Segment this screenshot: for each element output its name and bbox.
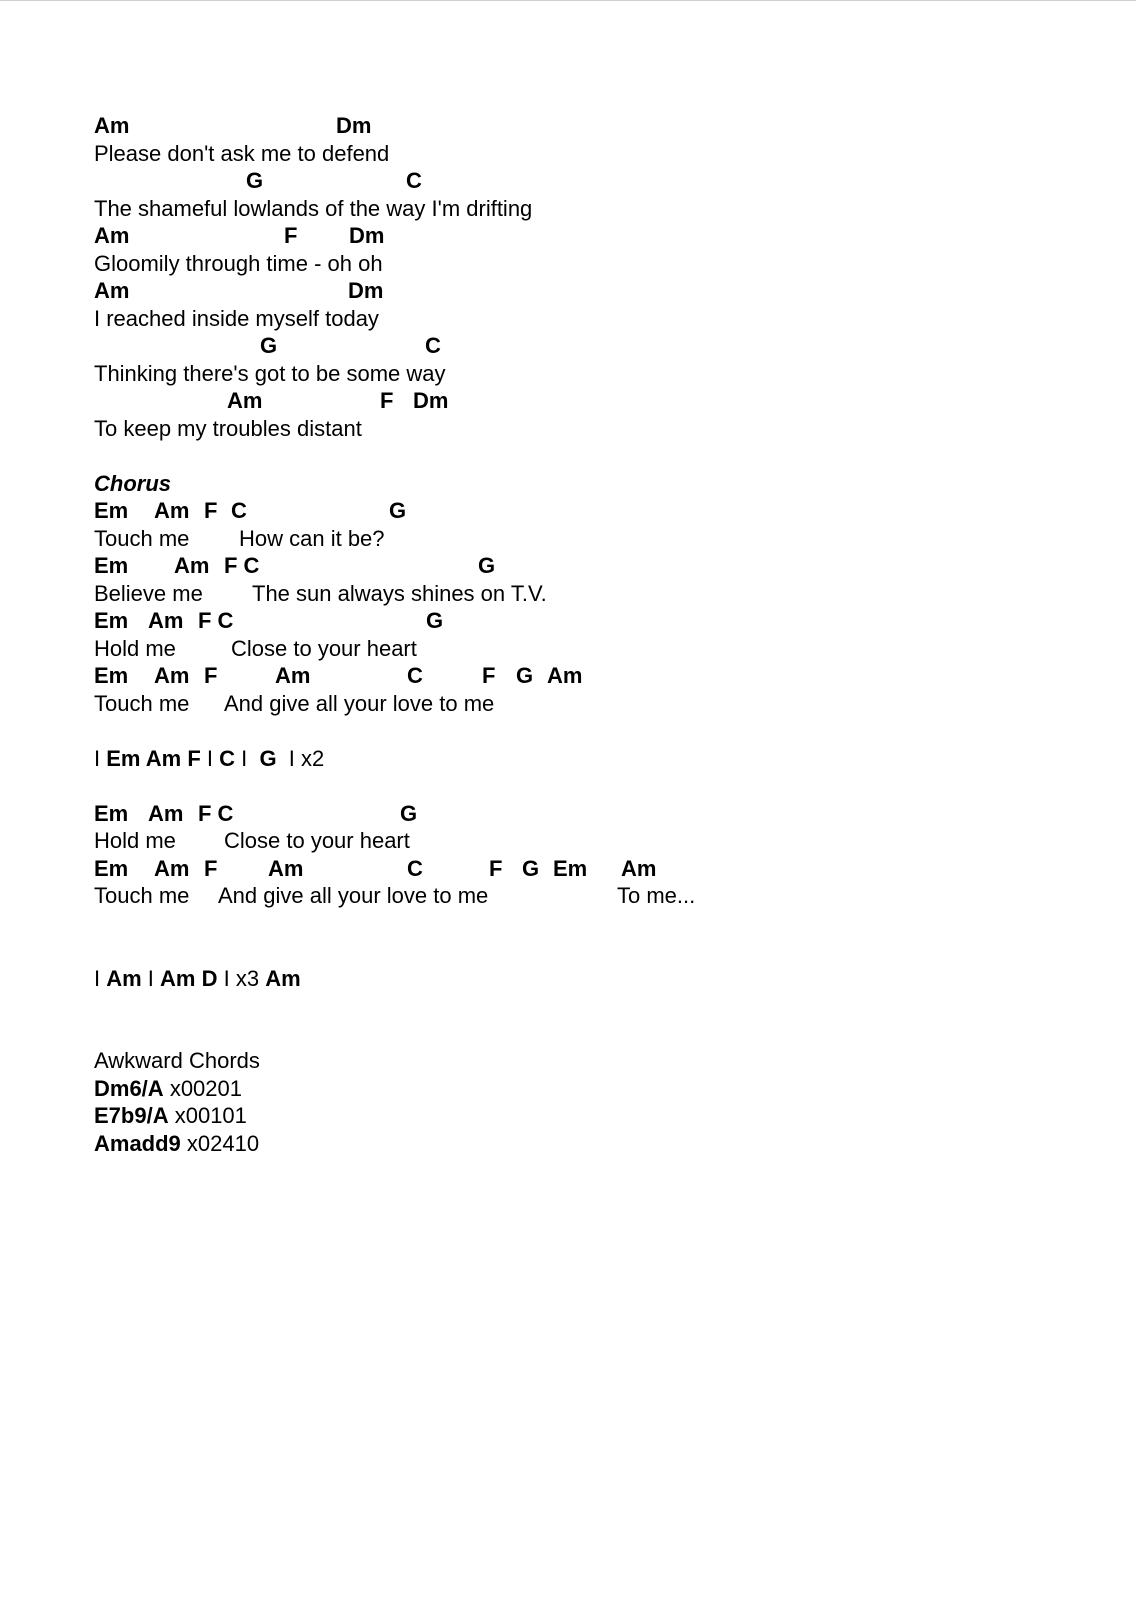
chorus-lyric-line-2 — [94, 580, 1094, 608]
repeat-count: x2 — [301, 745, 325, 771]
chord: Em — [94, 553, 129, 578]
lyric-text: I reached inside myself today — [94, 305, 379, 331]
bar-chords: C — [219, 745, 235, 771]
awkward-chords-title-row — [94, 1047, 1094, 1075]
spacer — [94, 442, 1094, 470]
lyric-text: The shameful lowlands of the way I'm drifting — [94, 195, 533, 221]
chord: Em — [94, 663, 129, 688]
lyric-text: Close to your heart — [231, 635, 417, 661]
chord-sheet — [94, 112, 1094, 1157]
final-chord: Am — [265, 965, 301, 991]
outro-chord-line-2 — [94, 855, 1094, 883]
chord: Am — [154, 663, 190, 688]
chord: Am — [94, 223, 130, 248]
verse-lyric-line-5 — [94, 360, 1094, 388]
chord: C — [425, 333, 441, 358]
chord: G — [400, 800, 418, 826]
outro-lyric-line-2 — [94, 882, 1094, 910]
awkward-chord-entry — [94, 1075, 242, 1103]
chord: F — [380, 388, 394, 413]
spacer — [94, 992, 1094, 1047]
awkward-chord-row — [94, 1075, 1094, 1103]
verse-chord-line-2 — [94, 167, 1094, 195]
chorus-chord-line-4 — [94, 662, 1094, 690]
verse-lyric-line-3 — [94, 250, 1094, 278]
chord: Am — [621, 855, 657, 881]
chord: G — [246, 168, 264, 193]
chord: Am — [94, 278, 130, 303]
lyric-text: And give all your love to me — [224, 690, 495, 716]
lyric-text: Please don't ask me to defend — [94, 140, 390, 166]
chord: Am — [148, 608, 184, 633]
interlude-bar-line — [94, 745, 1094, 773]
chord: Am — [275, 663, 311, 688]
chord: G — [522, 855, 540, 881]
chord: Dm — [348, 278, 384, 303]
chord: F C — [198, 800, 234, 826]
chord: Em — [94, 800, 129, 826]
spacer — [94, 772, 1094, 800]
chord: Am — [154, 855, 190, 881]
chord-name: E7b9/A — [94, 1103, 169, 1128]
chord: G — [389, 498, 407, 523]
chord: C — [231, 498, 247, 523]
chord: Am — [547, 663, 583, 688]
chorus-chord-line-3 — [94, 607, 1094, 635]
verse-chord-line-4 — [94, 277, 1094, 305]
chord: G — [260, 333, 278, 358]
chord: F C — [224, 553, 260, 578]
chord: G — [516, 663, 534, 688]
lyric-text: Hold me — [94, 828, 176, 853]
lyric-text: To keep my troubles distant — [94, 415, 362, 441]
chorus-chord-line-1 — [94, 497, 1094, 525]
lyric-text: Touch me — [94, 525, 190, 551]
chord: Dm — [336, 113, 372, 138]
lyric-text: And give all your love to me — [218, 883, 489, 908]
chord: F — [284, 223, 298, 248]
chord: Dm — [349, 223, 385, 248]
verse-chord-line-3 — [94, 222, 1094, 250]
chord-fingering: x00101 — [174, 1103, 247, 1128]
chord: G — [426, 608, 444, 633]
chorus-lyric-line-4 — [94, 690, 1094, 718]
chord: Dm — [413, 388, 449, 413]
bar-line-content: I Am I Am D I x3 Am — [94, 965, 301, 991]
bar-chords: Am D — [160, 965, 218, 991]
ending-bar-line — [94, 965, 1094, 993]
lyric-text: Close to your heart — [224, 828, 410, 853]
awkward-chord-row — [94, 1130, 1094, 1158]
chord: F — [204, 855, 218, 881]
section-heading: Chorus — [94, 470, 171, 496]
lyric-text: Gloomily through time - oh oh — [94, 250, 383, 276]
chord: Am — [148, 800, 184, 826]
chord: F — [204, 498, 218, 523]
lyric-text: Touch me — [94, 883, 190, 908]
chord: Am — [227, 388, 263, 413]
bar-chords: G — [259, 745, 277, 771]
chord-fingering: x00201 — [169, 1075, 242, 1101]
chord: F — [482, 663, 496, 688]
chord-name: Dm6/A — [94, 1075, 164, 1101]
verse-chord-line-5 — [94, 332, 1094, 360]
bar-line-content: I Em Am F I C I G I x2 — [94, 745, 325, 771]
spacer — [94, 717, 1094, 745]
awkward-chord-row — [94, 1102, 1094, 1130]
awkward-chord-entry — [94, 1130, 259, 1158]
awkward-chords-title: Awkward Chords — [94, 1048, 260, 1073]
lyric-text: Hold me — [94, 635, 176, 661]
lyric-text: Touch me — [94, 690, 190, 716]
chord: Am — [174, 553, 210, 578]
chorus-lyric-line-3 — [94, 635, 1094, 663]
verse-lyric-line-1 — [94, 140, 1094, 168]
chord: Em — [94, 608, 129, 633]
chord: Am — [154, 498, 190, 523]
lyric-text: How can it be? — [239, 525, 385, 551]
repeat-count: x3 — [235, 965, 260, 991]
bar-chords: Am — [106, 965, 142, 991]
verse-chord-line-1 — [94, 112, 1094, 140]
bar-chords: Em Am F — [106, 745, 201, 771]
spacer — [94, 910, 1094, 965]
chord: Em — [94, 855, 129, 881]
lyric-text: Thinking there's got to be some way — [94, 360, 446, 386]
chord-fingering: x02410 — [186, 1130, 260, 1156]
chord: C — [407, 855, 423, 881]
chorus-heading-row — [94, 470, 1094, 498]
chord: F — [489, 855, 503, 881]
verse-lyric-line-2 — [94, 195, 1094, 223]
chord: Em — [553, 855, 588, 881]
chorus-chord-line-2 — [94, 552, 1094, 580]
chord: G — [478, 553, 496, 578]
chord: C — [407, 663, 423, 688]
verse-lyric-line-4 — [94, 305, 1094, 333]
lyric-text: The sun always shines on T.V. — [252, 580, 547, 606]
lyric-text: Believe me — [94, 580, 203, 606]
chord: F — [204, 663, 218, 688]
outro-lyric-line-1 — [94, 827, 1094, 855]
chorus-lyric-line-1 — [94, 525, 1094, 553]
verse-lyric-line-6 — [94, 415, 1094, 443]
chord: Am — [94, 113, 130, 138]
chord: F C — [198, 608, 234, 633]
chord: C — [406, 168, 422, 193]
chord: Em — [94, 498, 129, 523]
chord-name: Amadd9 — [94, 1130, 181, 1156]
outro-chord-line-1 — [94, 800, 1094, 828]
page-top-border — [0, 0, 1136, 1]
verse-chord-line-6 — [94, 387, 1094, 415]
lyric-text: To me... — [617, 883, 696, 908]
awkward-chord-entry — [94, 1102, 247, 1130]
chord: Am — [268, 855, 304, 881]
